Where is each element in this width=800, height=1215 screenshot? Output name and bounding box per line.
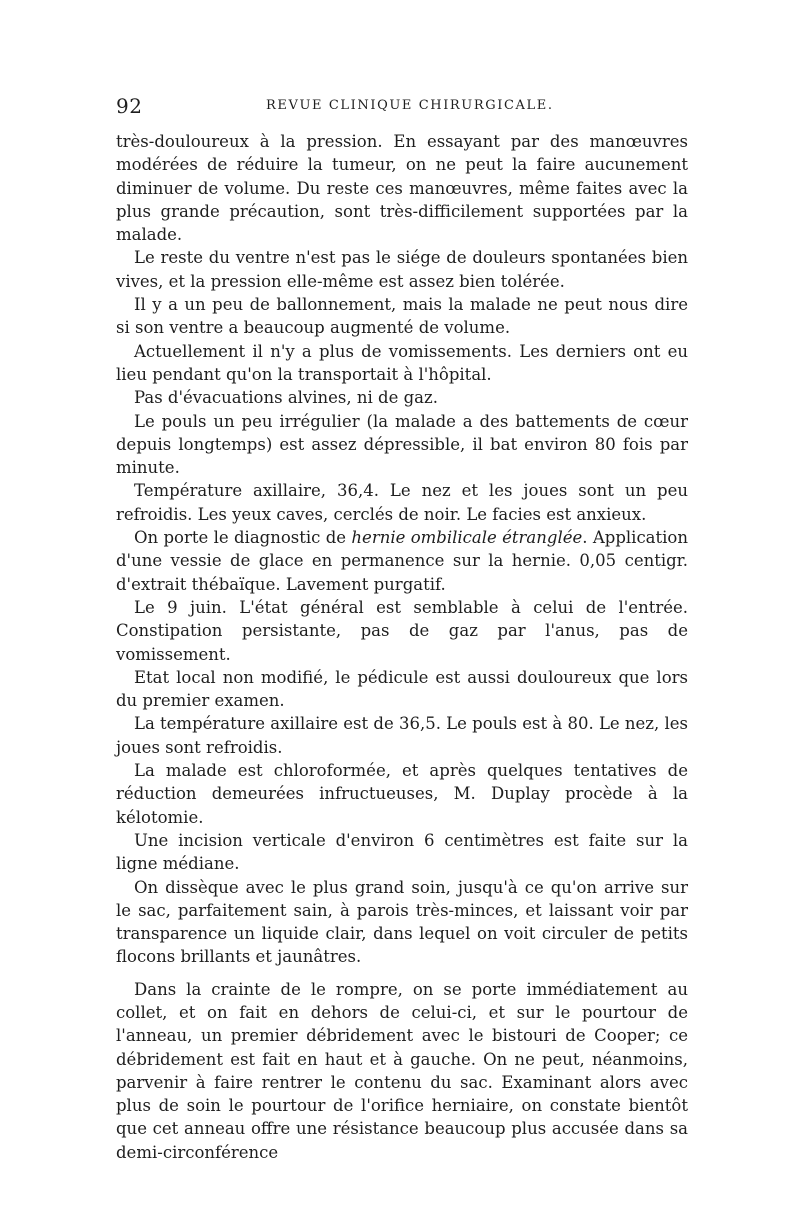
paragraph: On dissèque avec le plus grand soin, jusqu'à ce qu'on arrive sur le sac, parfaitement sain, à parois très-minces, et laissant voir par transparence un liquide clair, dans lequel on voit circuler de petits flocons brillants et jaunâtres. (116, 877, 688, 967)
paragraph-diagnosis (116, 526, 688, 596)
page-number: 92 (116, 94, 143, 118)
paragraph: Actuellement il n'y a plus de vomissements. Les derniers ont eu lieu pendant qu'on la transportait à l'hôpital. (116, 341, 688, 384)
running-title: REVUE CLINIQUE CHIRURGICALE. (266, 98, 554, 113)
paragraph: Température axillaire, 36,4. Le nez et les joues sont un peu refroidis. Les yeux caves, cerclés de noir. Le facies est anxieux. (116, 481, 688, 524)
diagnosis-emphasis: hernie ombilicale étranglée (351, 528, 583, 548)
paragraph: La température axillaire est de 36,5. Le pouls est à 80. Le nez, les joues sont refroidis. (116, 714, 688, 757)
paragraph: Dans la crainte de le rompre, on se porte immédiatement au collet, et on fait en dehors de celui-ci, et sur le pourtour de l'anneau, un premier débridement avec le bistouri de Cooper; ce débridement est fait en haut et à gauche. On ne peut, néanmoins, parvenir à faire rentrer le contenu du sac. Examinant alors avec plus de soin le pourtour de l'orifice herniaire, on constate bientôt que cet anneau offre une résistance beaucoup plus accusée dans sa demi-circonférence (116, 979, 688, 1162)
book-page (116, 94, 688, 1164)
paragraph: Pas d'évacuations alvines, ni de gaz. (134, 388, 438, 408)
paragraph: Il y a un peu de ballonnement, mais la malade ne peut nous dire si son ventre a beaucoup augmenté de volume. (116, 295, 688, 338)
paragraph: Le reste du ventre n'est pas le siége de douleurs spontanées bien vives, et la pression elle-même est assez bien tolérée. (116, 248, 688, 291)
paragraph: Le 9 juin. L'état général est semblable à celui de l'entrée. Constipation persistante, pas de gaz par l'anus, pas de vomissement. (116, 597, 688, 664)
diagnosis-lead: On porte le diagnostic de (134, 528, 352, 548)
paragraph: La malade est chloroformée, et après quelques tentatives de réduction demeurées infructueuses, M. Duplay procède à la kélotomie. (116, 761, 688, 827)
body-text (116, 130, 688, 1164)
paragraph: Une incision verticale d'environ 6 centimètres est faite sur la ligne médiane. (116, 830, 688, 874)
paragraph: Etat local non modifié, le pédicule est aussi douloureux que lors du premier examen. (116, 667, 688, 711)
running-header (116, 94, 688, 124)
paragraph: Le pouls un peu irrégulier (la malade a des battements de cœur depuis longtemps) est assez dépressible, il bat environ 80 fois par minute. (116, 411, 688, 478)
paragraph: très-douloureux à la pression. En essayant par des manœuvres modérées de réduire la tumeur, on ne peut la faire aucunement diminuer de volume. Du reste ces manœuvres, même faites avec la plus grande précaution, sont très-difficilement supportées par la malade. (116, 132, 688, 245)
diagnosis-rest: . Application d'une vessie de glace en permanence sur la hernie. 0,05 centigr. d'extrait thébaïque. Lavement purgatif. (116, 528, 688, 594)
